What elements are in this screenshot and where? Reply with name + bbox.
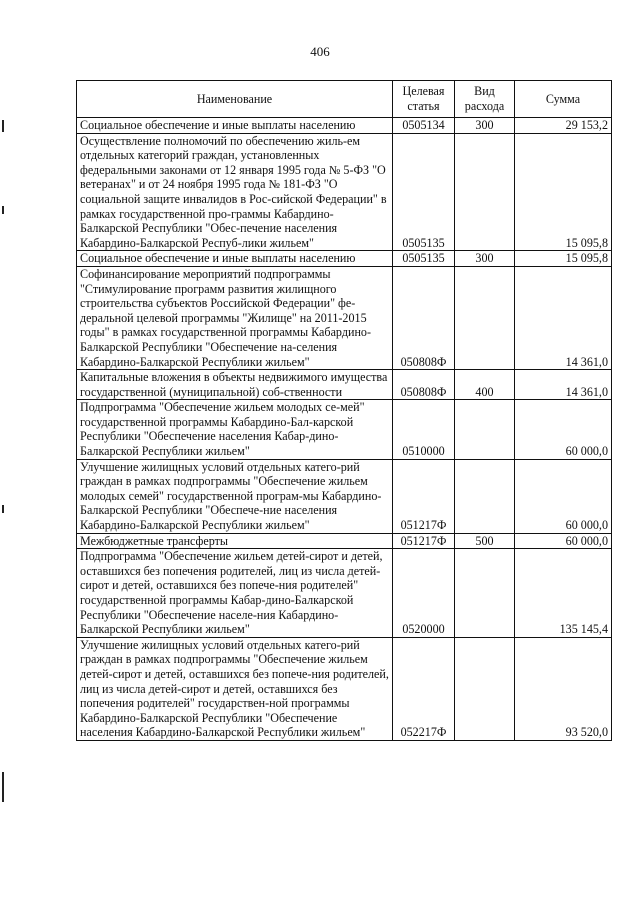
row-name: Осуществление полномочий по обеспечению жиль-ем отдельных категорий граждан, установленных федеральными законами от 12 января 1995 года № 5-ФЗ "О ветеранах" и от 24 ноября 1995 года № 181-ФЗ "О социальной защите инвалидов в Рос-сийской Федерации" в рамках государственной про-граммы Кабардино-Балкарской Республики "Обес-печение населения Кабардино-Балкарской Респуб-лики жильем" [77, 133, 393, 251]
row-sum: 29 153,2 [515, 118, 612, 134]
row-target-article: 0520000 [393, 549, 455, 638]
table-row [77, 251, 612, 267]
row-expense-type: 300 [455, 118, 515, 134]
row-sum: 60 000,0 [515, 459, 612, 533]
row-name: Софинансирование мероприятий подпрограммы "Стимулирование программ развития жилищного строительства субъектов Российской Федерации" фе-деральной целевой программы "Жилище" на 2011-2015 годы" в рамках государственной программы Кабардино-Балкарской Республики "Обеспечение на-селения Кабардино-Балкарской Республики жильем" [77, 266, 393, 369]
header-sum: Сумма [515, 81, 612, 118]
table-row [77, 533, 612, 549]
row-sum: 15 095,8 [515, 133, 612, 251]
row-name: Капитальные вложения в объекты недвижимого имущества государственной (муниципальной) соб-ственности [77, 370, 393, 400]
row-target-article: 051217Ф [393, 533, 455, 549]
row-target-article: 0510000 [393, 400, 455, 459]
scan-edge-mark [2, 505, 4, 513]
row-target-article: 0505135 [393, 133, 455, 251]
row-expense-type [455, 266, 515, 369]
row-sum: 135 145,4 [515, 549, 612, 638]
row-expense-type: 500 [455, 533, 515, 549]
row-name: Социальное обеспечение и иные выплаты населению [77, 118, 393, 134]
row-target-article: 0505135 [393, 251, 455, 267]
row-name: Улучшение жилищных условий отдельных катего-рий граждан в рамках подпрограммы "Обеспечение жильем детей-сирот и детей, оставшихся без попече-ния родителей, лиц из числа детей-сирот и детей, оставшихся без попечения родителей" государствен-ной программы Кабардино-Балкарской Республики "Обеспечение населения Кабардино-Балкарской Республики жильем" [77, 637, 393, 740]
table-row [77, 400, 612, 459]
row-expense-type: 300 [455, 251, 515, 267]
table-row [77, 459, 612, 533]
row-target-article: 050808Ф [393, 266, 455, 369]
table-row [77, 370, 612, 400]
header-target-article: Целевая статья [393, 81, 455, 118]
page-number: 406 [310, 44, 330, 59]
header-name: Наименование [77, 81, 393, 118]
row-name: Подпрограмма "Обеспечение жильем детей-сирот и детей, оставшихся без попечения родителей, лиц из числа детей-сирот и детей, оставшихся без попече-ния родителей" государственной программы Кабар-дино-Балкарской Республики "Обеспечение населе-ния Кабардино-Балкарской Республики жильем" [77, 549, 393, 638]
row-target-article: 0505134 [393, 118, 455, 134]
table-row [77, 266, 612, 369]
row-target-article: 050808Ф [393, 370, 455, 400]
scan-edge-mark [2, 206, 4, 214]
scan-edge-mark [2, 772, 4, 802]
row-sum: 93 520,0 [515, 637, 612, 740]
table-row [77, 637, 612, 740]
scan-edge-mark [2, 120, 4, 132]
table-row [77, 549, 612, 638]
table-row [77, 118, 612, 134]
row-sum: 60 000,0 [515, 533, 612, 549]
row-expense-type [455, 400, 515, 459]
row-target-article: 052217Ф [393, 637, 455, 740]
row-name: Улучшение жилищных условий отдельных катего-рий граждан в рамках подпрограммы "Обеспечение жильем молодых семей" государственной програм-мы Кабардино-Балкарской Республики "Обеспече-ние населения Кабардино-Балкарской Республики жильем" [77, 459, 393, 533]
row-expense-type [455, 459, 515, 533]
row-expense-type: 400 [455, 370, 515, 400]
table-header-row [77, 81, 612, 118]
row-expense-type [455, 549, 515, 638]
row-expense-type [455, 637, 515, 740]
row-sum: 60 000,0 [515, 400, 612, 459]
table-row [77, 133, 612, 251]
row-name: Межбюджетные трансферты [77, 533, 393, 549]
row-sum: 14 361,0 [515, 370, 612, 400]
header-expense-type: Вид расхода [455, 81, 515, 118]
row-target-article: 051217Ф [393, 459, 455, 533]
row-sum: 14 361,0 [515, 266, 612, 369]
row-expense-type [455, 133, 515, 251]
budget-table [76, 80, 612, 741]
row-name: Социальное обеспечение и иные выплаты населению [77, 251, 393, 267]
row-name: Подпрограмма "Обеспечение жильем молодых се-мей" государственной программы Кабардино-Бал-карской Республики "Обеспечение населения Кабар-дино-Балкарской Республики жильем" [77, 400, 393, 459]
row-sum: 15 095,8 [515, 251, 612, 267]
